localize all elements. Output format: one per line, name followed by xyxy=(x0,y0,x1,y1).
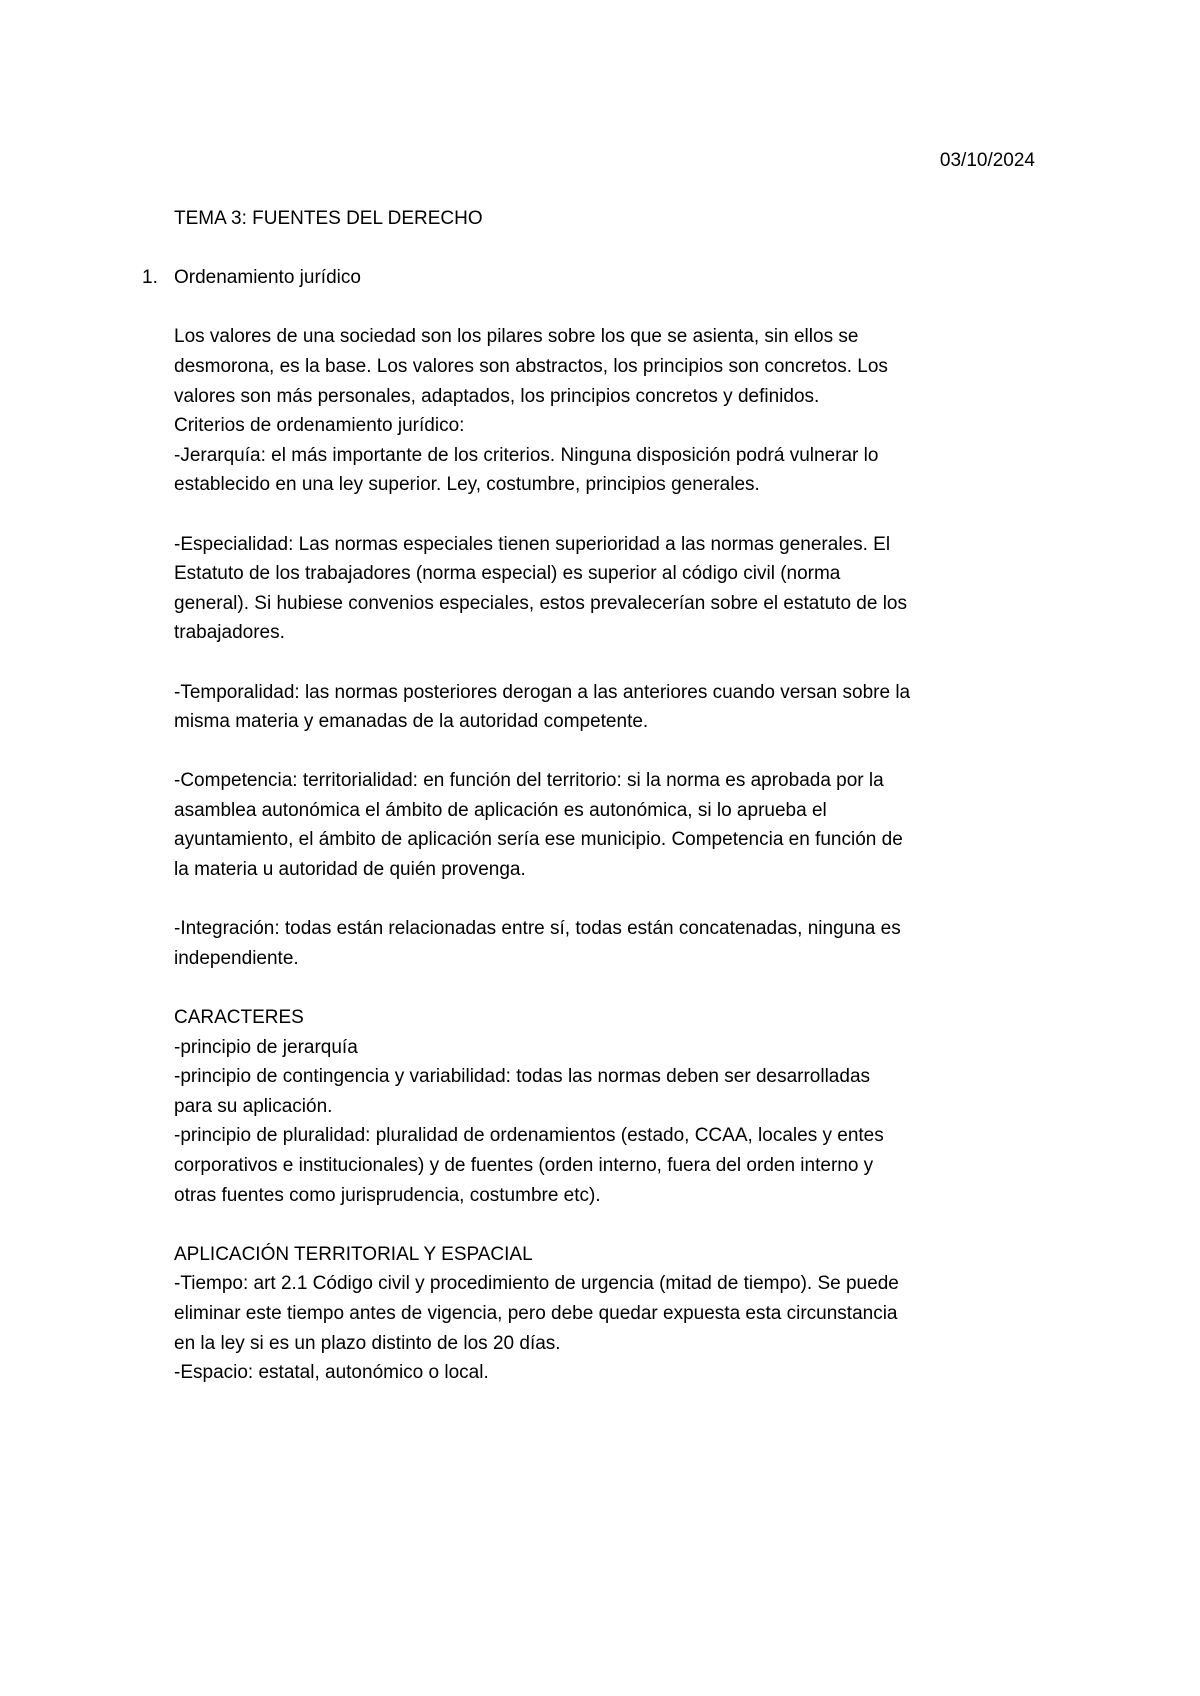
text-line: ayuntamiento, el ámbito de aplicación sería ese municipio. Competencia en función de xyxy=(174,829,903,851)
section-title: Ordenamiento jurídico xyxy=(174,267,361,289)
text-line: general). Si hubiese convenios especiales, estos prevalecerían sobre el estatuto de los xyxy=(174,592,907,614)
paragraph-intro xyxy=(174,322,1044,500)
text-line: CARACTERES xyxy=(174,1007,304,1029)
text-line: -Temporalidad: las normas posteriores derogan a las anteriores cuando versan sobre la xyxy=(174,681,911,703)
text-line: desmorona, es la base. Los valores son abstractos, los principios son concretos. Los xyxy=(174,355,888,377)
document-body xyxy=(142,204,1044,1388)
text-line: Los valores de una sociedad son los pilares sobre los que se asienta, sin ellos se xyxy=(174,326,859,348)
text-line: Criterios de ordenamiento jurídico: xyxy=(174,415,465,437)
text-line: -Jerarquía: el más importante de los criterios. Ninguna disposición podrá vulnerar lo xyxy=(174,444,879,466)
paragraph-aplicacion xyxy=(174,1240,1044,1388)
text-line: -Tiempo: art 2.1 Código civil y procedimiento de urgencia (mitad de tiempo). Se puede xyxy=(174,1273,899,1295)
document-title: TEMA 3: FUENTES DEL DERECHO xyxy=(174,208,483,229)
paragraph-competencia xyxy=(174,766,1044,884)
text-line: la materia u autoridad de quién provenga. xyxy=(174,859,526,881)
text-line: Estatuto de los trabajadores (norma especial) es superior al código civil (norma xyxy=(174,563,841,585)
text-line: -Integración: todas están relacionadas entre sí, todas están concatenadas, ninguna es xyxy=(174,918,901,940)
text-line: valores son más personales, adaptados, los principios concretos y definidos. xyxy=(174,385,820,407)
paragraph-especialidad xyxy=(174,530,1044,648)
text-line: -Especialidad: Las normas especiales tienen superioridad a las normas generales. El xyxy=(174,533,891,555)
text-line: -principio de pluralidad: pluralidad de ordenamientos (estado, CCAA, locales y entes xyxy=(174,1125,884,1147)
text-line: APLICACIÓN TERRITORIAL Y ESPACIAL xyxy=(174,1243,533,1265)
text-line: corporativos e institucionales) y de fuentes (orden interno, fuera del orden interno y xyxy=(174,1155,874,1176)
document-date: 03/10/2024 xyxy=(939,150,1035,171)
text-line: independiente. xyxy=(174,947,299,969)
text-line: misma materia y emanadas de la autoridad competente. xyxy=(174,711,649,733)
paragraph-temporalidad xyxy=(174,678,1044,737)
text-line: establecido en una ley superior. Ley, costumbre, principios generales. xyxy=(174,474,760,496)
text-line: -Competencia: territorialidad: en función del territorio: si la norma es aprobada por la xyxy=(174,770,884,792)
text-line: en la ley si es un plazo distinto de los 20 días. xyxy=(174,1332,561,1354)
section-number: 1. xyxy=(142,267,158,289)
text-line: trabajadores. xyxy=(174,622,285,644)
text-line: -principio de jerarquía xyxy=(174,1036,358,1058)
text-line: -principio de contingencia y variabilidad: todas las normas deben ser desarrolladas xyxy=(174,1066,871,1088)
section-heading xyxy=(142,263,1044,293)
text-line: eliminar este tiempo antes de vigencia, pero debe quedar expuesta esta circunstancia xyxy=(174,1302,898,1324)
paragraph-integracion xyxy=(174,914,1044,973)
text-line: para su aplicación. xyxy=(174,1095,333,1117)
text-line: asamblea autonómica el ámbito de aplicación es autonómica, si lo aprueba el xyxy=(174,799,827,821)
text-line: otras fuentes como jurisprudencia, costumbre etc). xyxy=(174,1184,601,1206)
paragraph-caracteres xyxy=(174,1003,1044,1210)
text-line: -Espacio: estatal, autonómico o local. xyxy=(174,1362,489,1384)
